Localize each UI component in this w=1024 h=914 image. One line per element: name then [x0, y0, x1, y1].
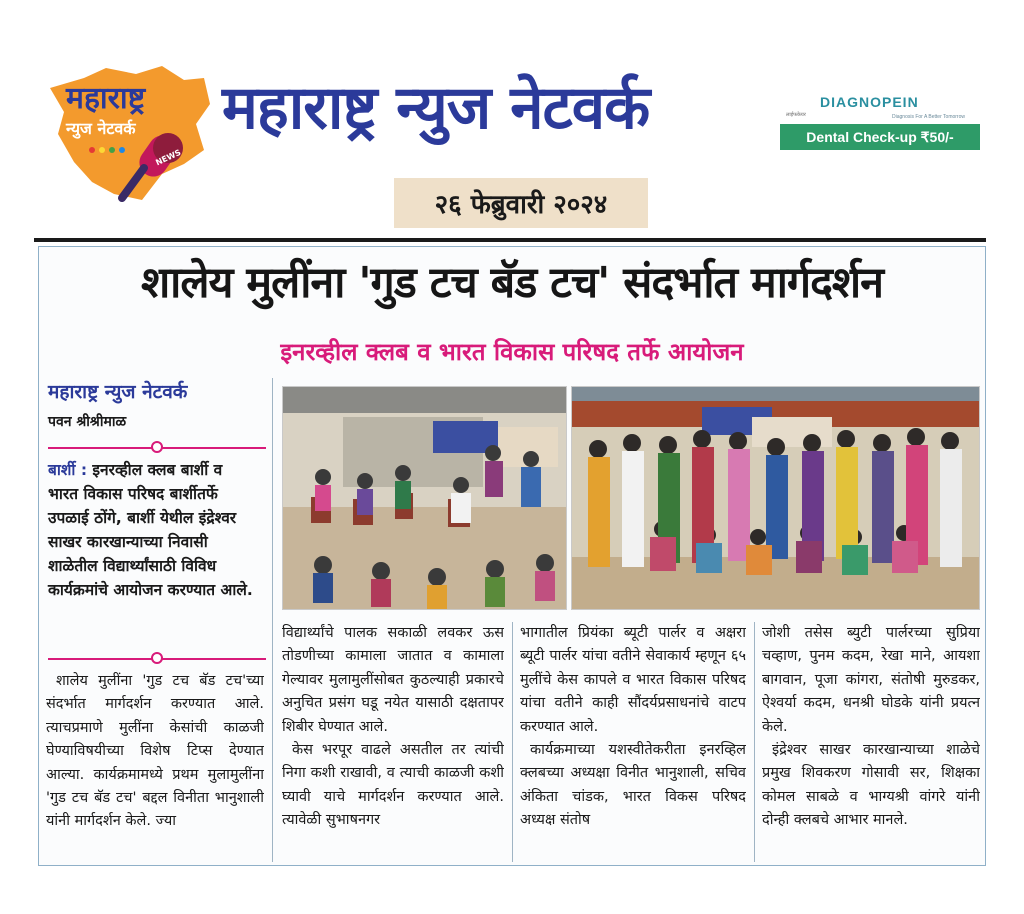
paragraph: केस भरपूर वाढले असतील तर त्यांची निगा कशी राखावी, व त्याची काळजी कशी घ्यावी याचे मार्गदर्शन करण्यात आले. त्यावेळी सुभाषनगर [282, 742, 504, 829]
paragraph: जोशी तसेस ब्युटी पार्लरच्या सुप्रिया चव्हाण, पुनम कदम, रेखा माने, आयशा बागवान, पूजा कांगरा, संतोषी मुरुडकर, ऐश्वर्या कदम, धनश्री घोडके यांनी प्रयत्न केले. [762, 625, 980, 735]
mic-label: NEWS [154, 147, 183, 168]
divider-ornament [151, 441, 163, 453]
ad-offer: Dental Check-up ₹50/- [780, 124, 980, 150]
event-photo-left [282, 386, 567, 610]
paragraph: भागातील प्रियंका ब्यूटी पार्लर व अक्षरा ब्यूटी पार्लर यांचा वतीने सेवाकार्य म्हणून ६५ मुलींचे केस कापले व भारत विकास परिषद यांचा वतीने काही सौंदर्यप्रसाधनांचे वाटप करण्यात आले. [520, 625, 746, 735]
event-photo-right [571, 386, 980, 610]
column-separator [754, 622, 755, 862]
ad-sub-label: लाईफकेयर [786, 112, 806, 118]
masthead-title: महाराष्ट्र न्युज नेटवर्क [222, 73, 650, 143]
article-headline: शालेय मुलींना 'गुड टच बॅड टच' संदर्भात मार्गदर्शन [140, 258, 884, 308]
article-column-4 [762, 622, 980, 862]
article-column-1 [46, 670, 264, 862]
diagnopein-ad[interactable] [780, 92, 980, 154]
divider-ornament [151, 652, 163, 664]
paragraph: इंद्रेश्वर साखर कारखान्याच्या शाळेचे प्रमुख शिवकरण गोसावी सर, शिक्षका कोमल साबळे व भाग्यश्री वांगरे यांनी दोन्ही क्लबचे आभार मानले. [762, 742, 980, 829]
logo-line1: महाराष्ट्र [66, 81, 146, 116]
article-column-2 [282, 622, 504, 862]
lead-text: इनरव्हील क्लब बार्शी व भारत विकास परिषद बार्शीतर्फे उपळाई ठोंगे, बार्शी येथील इंद्रेश्वर साखर कारखान्याच्या निवासी शाळेतील विद्यार्थ्यांसाठी विविध कार्यक्रमांचे आयोजन करण्यात आले. [48, 461, 253, 599]
issue-date: २६ फेब्रुवारी २०२४ [394, 178, 648, 228]
article-column-3 [520, 622, 746, 862]
article-subheadline: इनरव्हील क्लब व भारत विकास परिषद तर्फे आयोजन [280, 338, 744, 366]
ad-brand: DIAGNOPEIN [820, 94, 919, 110]
masthead-logo [44, 64, 214, 204]
column-separator [272, 378, 273, 862]
column-separator [512, 622, 513, 862]
logo-line2: न्युज नेटवर्क [66, 119, 136, 138]
paragraph: कार्यक्रमाच्या यशस्वीतेकरीता इनरव्हिल क्लबच्या अध्यक्षा विनीत भानुशाली, सचिव अंकिता चांडक, भारत विकस परिषद अध्यक्ष संतोष [520, 742, 746, 829]
dateline-place: बार्शी : [48, 461, 88, 479]
byline-author: पवन श्रीश्रीमाळ [48, 414, 127, 430]
masthead-rule [34, 238, 986, 242]
article-lead [48, 458, 253, 602]
ad-tagline: Diagnosis For A Better Tomorrow [892, 114, 965, 120]
paragraph: विद्यार्थ्यांचे पालक सकाळी लवकर ऊस तोडणीच्या कामाला जातात व कामाला गेल्यावर मुलामुलींसोबत कुठल्याही प्रकारचे अनुचित प्रसंग घडू नयेत यासाठी दक्षतापर शिबीर घेण्यात आले. [282, 625, 504, 735]
paragraph: शालेय मुलींना 'गुड टच बॅड टच'च्या संदर्भात मार्गदर्शन करण्यात आले. त्याचप्रमाणे मुलींना केसांची काळजी घेण्याविषयीच्या विशेष टिप्स देण्यात आल्या. कार्यक्रमामध्ये प्रथम मुलामुलींना 'गुड टच बॅड टच' बद्दल विनीता भानुशाली यांनी मार्गदर्शन केले. ज्या [46, 673, 264, 830]
byline-organization: महाराष्ट्र न्युज नेटवर्क [48, 381, 188, 403]
